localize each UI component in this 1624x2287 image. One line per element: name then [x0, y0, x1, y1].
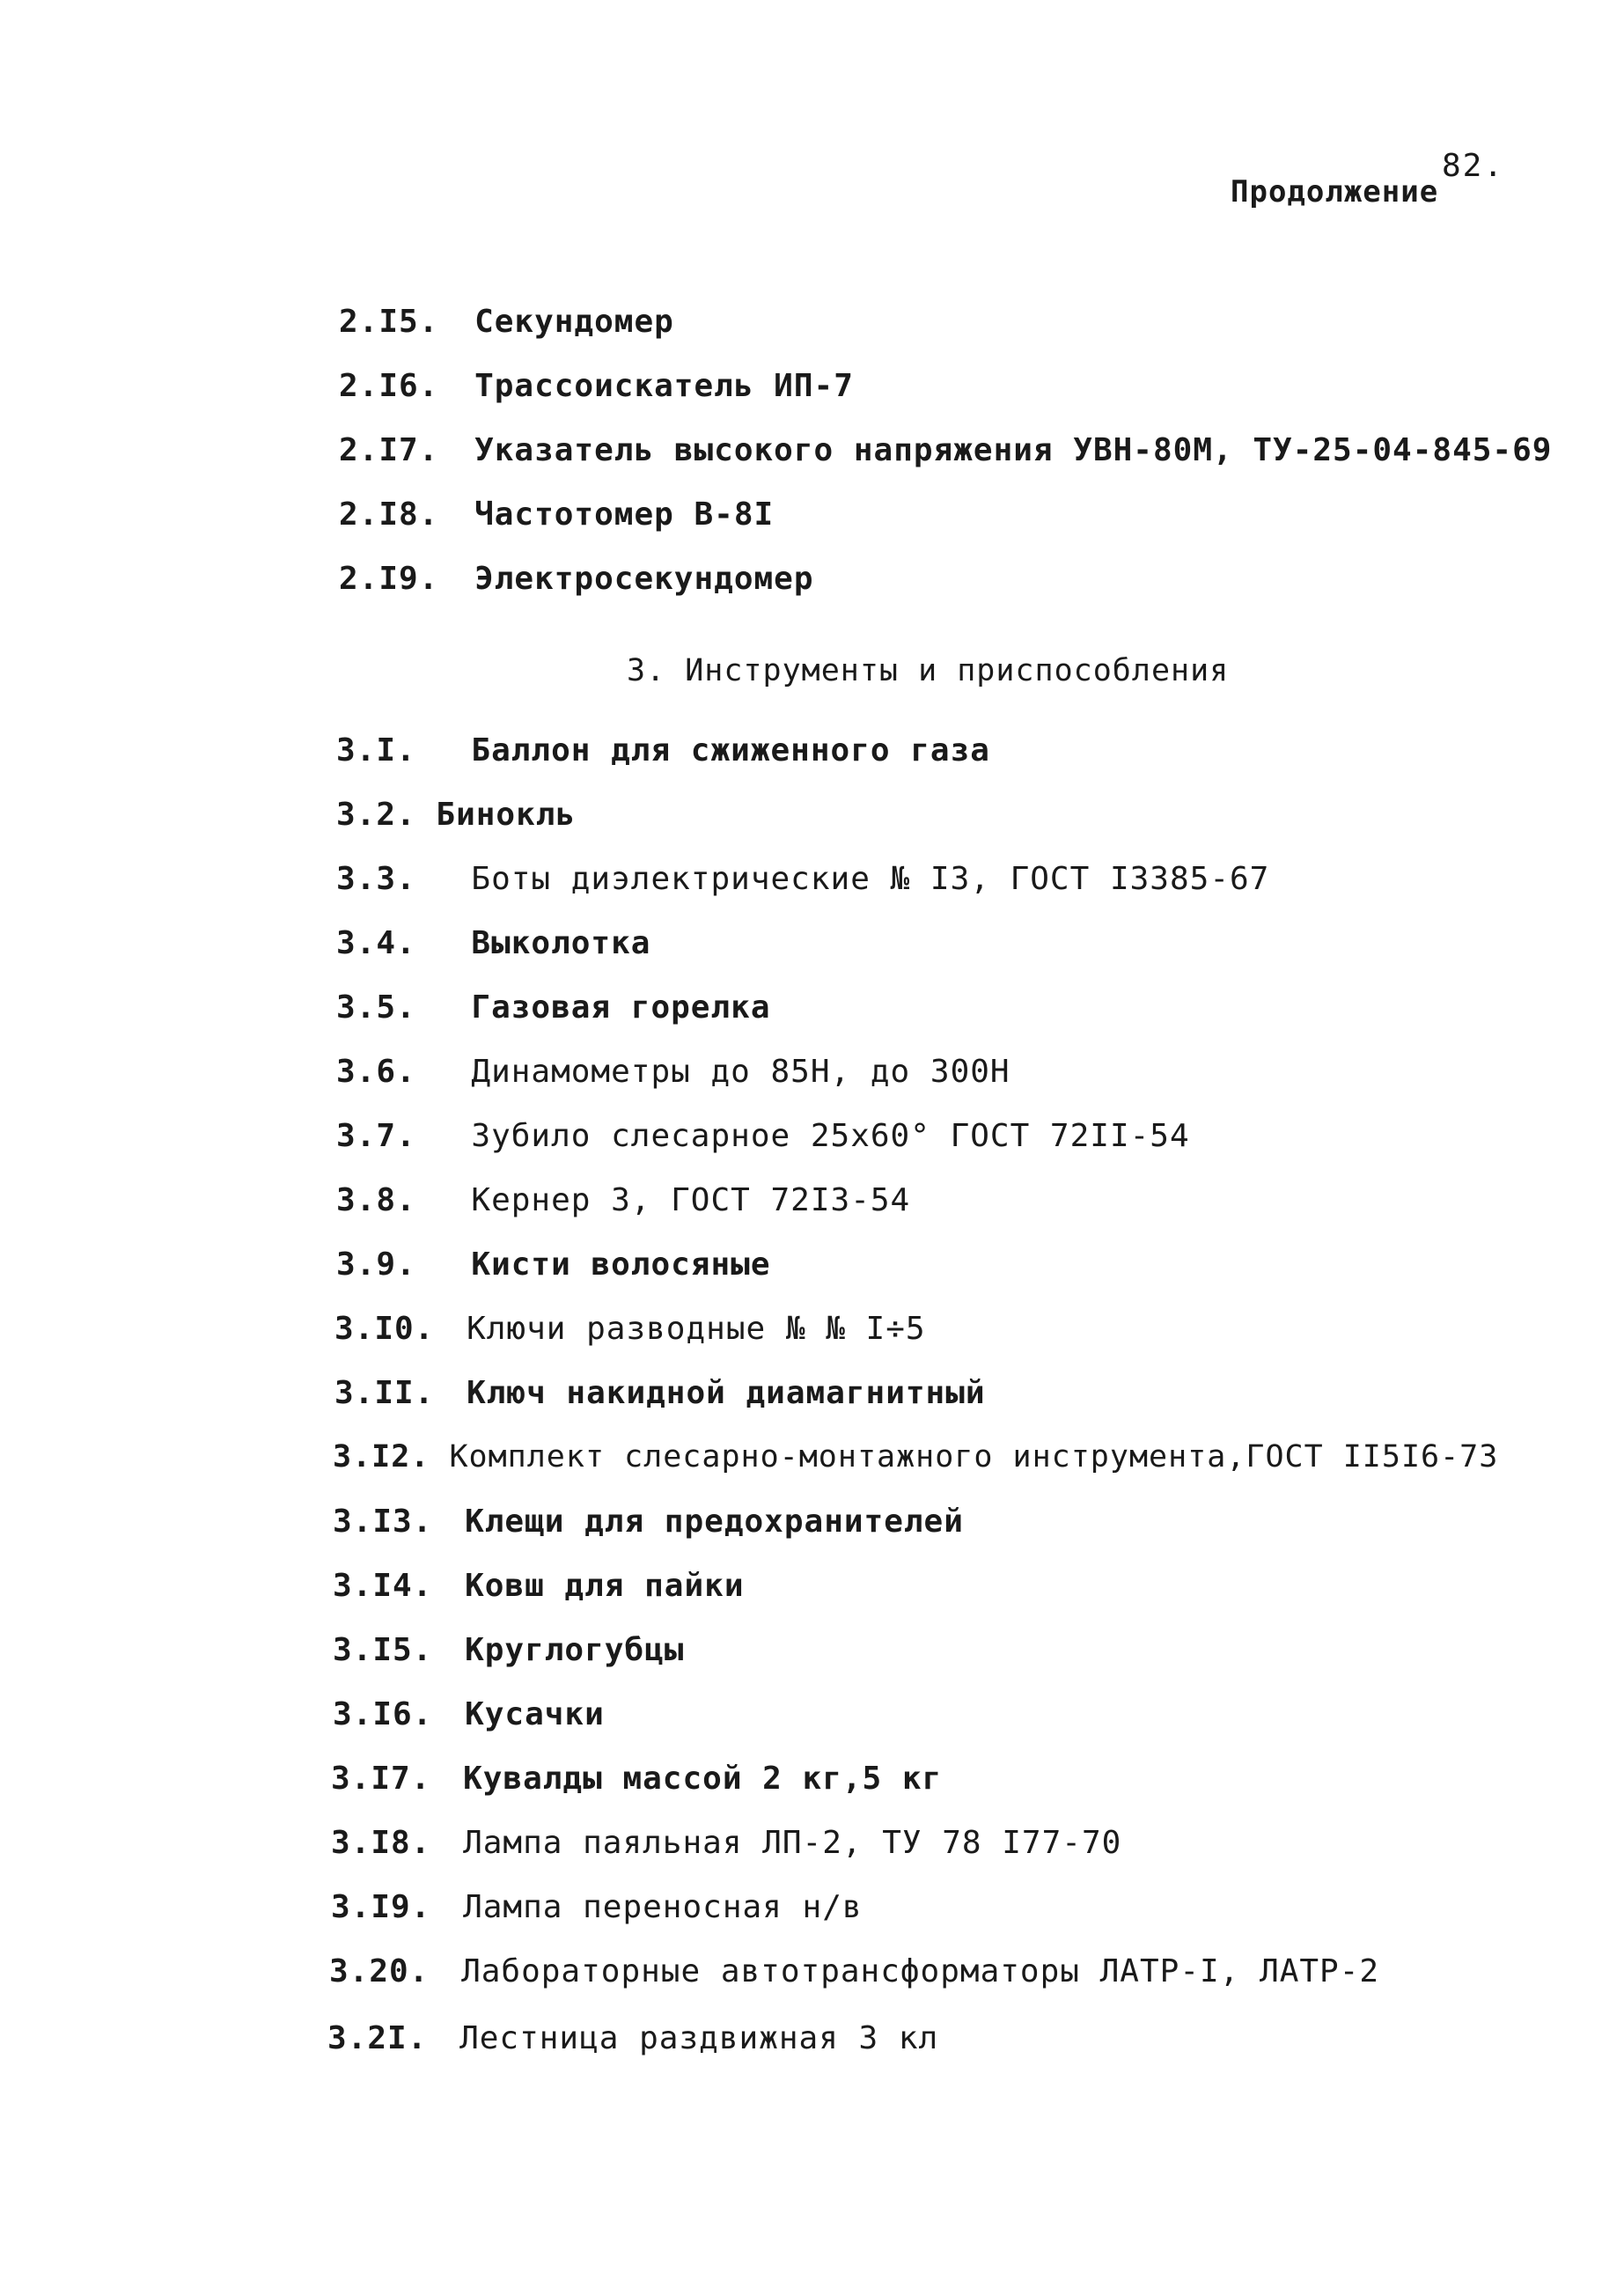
item-text: Кернер 3, ГОСТ 72I3-54 — [471, 1182, 911, 1218]
item-text: Секундомер — [474, 304, 674, 340]
item-text: Лампа переносная н/в — [463, 1889, 863, 1925]
list-item — [336, 732, 990, 768]
list-item — [333, 1632, 684, 1668]
item-number: 3.I4. — [333, 1568, 433, 1604]
list-item — [336, 1182, 910, 1218]
item-number: 3.9. — [336, 1246, 416, 1283]
list-item — [339, 496, 774, 533]
item-text: Зубило слесарное 25х60° ГОСТ 72II-54 — [471, 1118, 1190, 1154]
item-text: Комплект слесарно-монтажного инструмента,ГОСТ II5I6-73 — [449, 1439, 1499, 1474]
list-item — [327, 2020, 938, 2056]
item-number: 3.I5. — [333, 1632, 433, 1668]
item-text: Частотомер В-8I — [474, 496, 775, 533]
list-item — [334, 1311, 926, 1347]
item-text: Кувалды массой 2 кг,5 кг — [463, 1761, 943, 1797]
item-text: Динамометры до 85Н, до 300Н — [471, 1054, 1010, 1090]
item-text: Электросекундомер — [474, 561, 814, 597]
list-item — [331, 1889, 863, 1925]
item-number: 3.I2. — [333, 1439, 430, 1474]
item-number: 3.2I. — [327, 2020, 428, 2056]
item-number: 2.I9. — [339, 561, 439, 597]
item-text: Газовая горелка — [471, 989, 771, 1026]
item-text: Лестница раздвижная 3 кл — [459, 2020, 939, 2056]
list-item — [339, 432, 1552, 468]
item-number: 3.I6. — [333, 1696, 433, 1732]
list-item — [336, 797, 576, 833]
list-item — [336, 989, 771, 1026]
item-number: 3.2. — [336, 797, 416, 833]
list-item — [339, 561, 814, 597]
item-number: 2.I7. — [339, 432, 439, 468]
list-item — [331, 1825, 1121, 1861]
item-number: 3.II. — [334, 1375, 435, 1411]
item-number: 3.I7. — [331, 1761, 431, 1797]
item-number: 3.8. — [336, 1182, 416, 1218]
list-item — [331, 1761, 942, 1797]
list-item — [339, 368, 854, 404]
item-text: Баллон для сжиженного газа — [471, 732, 990, 768]
item-number: 3.I8. — [331, 1825, 431, 1861]
list-item — [333, 1568, 745, 1604]
item-number: 3.I. — [336, 732, 416, 768]
item-text: Кусачки — [465, 1696, 605, 1732]
item-number: 2.I5. — [339, 304, 439, 340]
item-number: 3.I3. — [333, 1504, 433, 1540]
item-number: 3.I0. — [334, 1311, 435, 1347]
section-heading: 3. Инструменты и приспособления — [627, 653, 1230, 688]
list-item — [333, 1504, 964, 1540]
item-number: 3.I9. — [331, 1889, 431, 1925]
item-number: 3.6. — [336, 1054, 416, 1090]
item-text: Лабораторные автотрансформаторы ЛАТР-I, ЛАТР-2 — [461, 1953, 1380, 1989]
list-item — [339, 304, 674, 340]
list-item — [336, 925, 650, 961]
item-text: Кисти волосяные — [471, 1246, 771, 1283]
page-number: 82. — [1442, 148, 1505, 184]
item-text: Круглогубцы — [465, 1632, 685, 1668]
list-item — [336, 861, 1269, 897]
item-text: Ключ накидной диамагнитный — [467, 1375, 986, 1411]
continuation-label: Продолжение — [1231, 174, 1439, 210]
list-item — [333, 1696, 605, 1732]
item-number: 3.3. — [336, 861, 416, 897]
item-text: Лампа паяльная ЛП-2, ТУ 78 I77-70 — [463, 1825, 1122, 1861]
item-number: 3.20. — [329, 1953, 430, 1989]
list-item — [336, 1054, 1010, 1090]
item-number: 2.I6. — [339, 368, 439, 404]
item-number: 3.7. — [336, 1118, 416, 1154]
item-number: 3.4. — [336, 925, 416, 961]
list-item — [333, 1439, 1498, 1474]
item-text: Трассоискатель ИП-7 — [474, 368, 854, 404]
item-text: Ключи разводные № № I÷5 — [467, 1311, 926, 1347]
list-item — [336, 1118, 1190, 1154]
item-text: Клещи для предохранителей — [465, 1504, 964, 1540]
item-text: Бинокль — [436, 797, 577, 833]
item-number: 3.5. — [336, 989, 416, 1026]
item-text: Ковш для пайки — [465, 1568, 745, 1604]
list-item — [336, 1246, 771, 1283]
item-text: Боты диэлектрические № I3, ГОСТ I3385-67 — [471, 861, 1270, 897]
item-text: Указатель высокого напряжения УВН-80М, ТУ-25-04-845-69 — [474, 432, 1553, 468]
item-number: 2.I8. — [339, 496, 439, 533]
list-item — [334, 1375, 986, 1411]
list-item — [329, 1953, 1379, 1989]
item-text: Выколотка — [471, 925, 651, 961]
